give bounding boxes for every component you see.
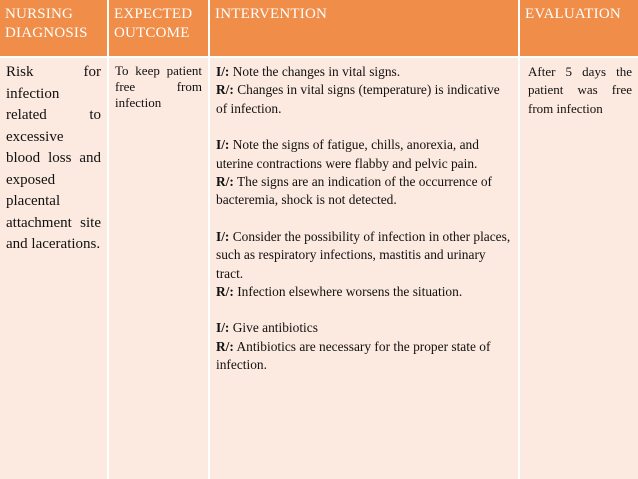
column-divider (518, 0, 520, 479)
rationale-text: Antibiotics are necessary for the proper state of infection. (216, 338, 491, 373)
intervention-tag: I/: (216, 320, 230, 336)
intervention-text: Note the signs of fatigue, chills, anorexia, and uterine contractions were flabby and pelvic pain. (216, 137, 479, 171)
header-nursing-diagnosis-line-2: DIAGNOSIS (5, 25, 88, 41)
rationale-tag: R/: (216, 338, 234, 354)
intervention-text: Consider the possibility of infection in other places, such as respiratory infections, mastitis and urinary tract. (216, 228, 511, 281)
rationale-text: Changes in vital signs (temperature) is indicative of infection. (216, 82, 500, 116)
rationale-tag: R/: (216, 174, 234, 190)
intervention-tag: I/: (216, 137, 230, 153)
spacer (216, 118, 512, 136)
evaluation-cell: After 5 days the patient was free from infection (520, 58, 638, 479)
header-expected-outcome-line-2: OUTCOME (114, 25, 190, 41)
rationale-tag: R/: (216, 284, 234, 300)
diagnosis-cell: Risk for infection related to excessive blood loss and exposed placental attachment site and lacerations. (0, 58, 107, 479)
rationale-text: Infection elsewhere worsens the situation. (233, 284, 463, 300)
intervention-block-3 (216, 228, 512, 302)
intervention-cell (210, 58, 518, 479)
intervention-block-2 (216, 136, 512, 210)
intervention-block-4 (216, 319, 512, 374)
header-divider (0, 56, 638, 58)
intervention-block-1 (216, 63, 512, 118)
column-divider (208, 0, 210, 479)
column-divider (107, 0, 109, 479)
outcome-cell: To keep patient free from infection (109, 58, 208, 479)
header-nursing-diagnosis (0, 0, 107, 56)
header-evaluation: EVALUATION (520, 0, 638, 56)
intervention-tag: I/: (216, 64, 230, 79)
intervention-tag: I/: (216, 228, 230, 244)
intervention-text: Note the changes in vital signs. (229, 64, 401, 79)
header-intervention: INTERVENTION (210, 0, 518, 56)
header-expected-outcome (109, 0, 208, 56)
header-expected-outcome-line-1: EXPECTED (114, 6, 193, 22)
spacer (216, 301, 512, 319)
header-nursing-diagnosis-line-1: NURSING (5, 6, 74, 22)
intervention-text: Give antibiotics (229, 320, 318, 336)
rationale-tag: R/: (216, 82, 234, 98)
rationale-text: The signs are an indication of the occurrence of bacteremia, shock is not detected. (216, 174, 493, 208)
spacer (216, 210, 512, 228)
